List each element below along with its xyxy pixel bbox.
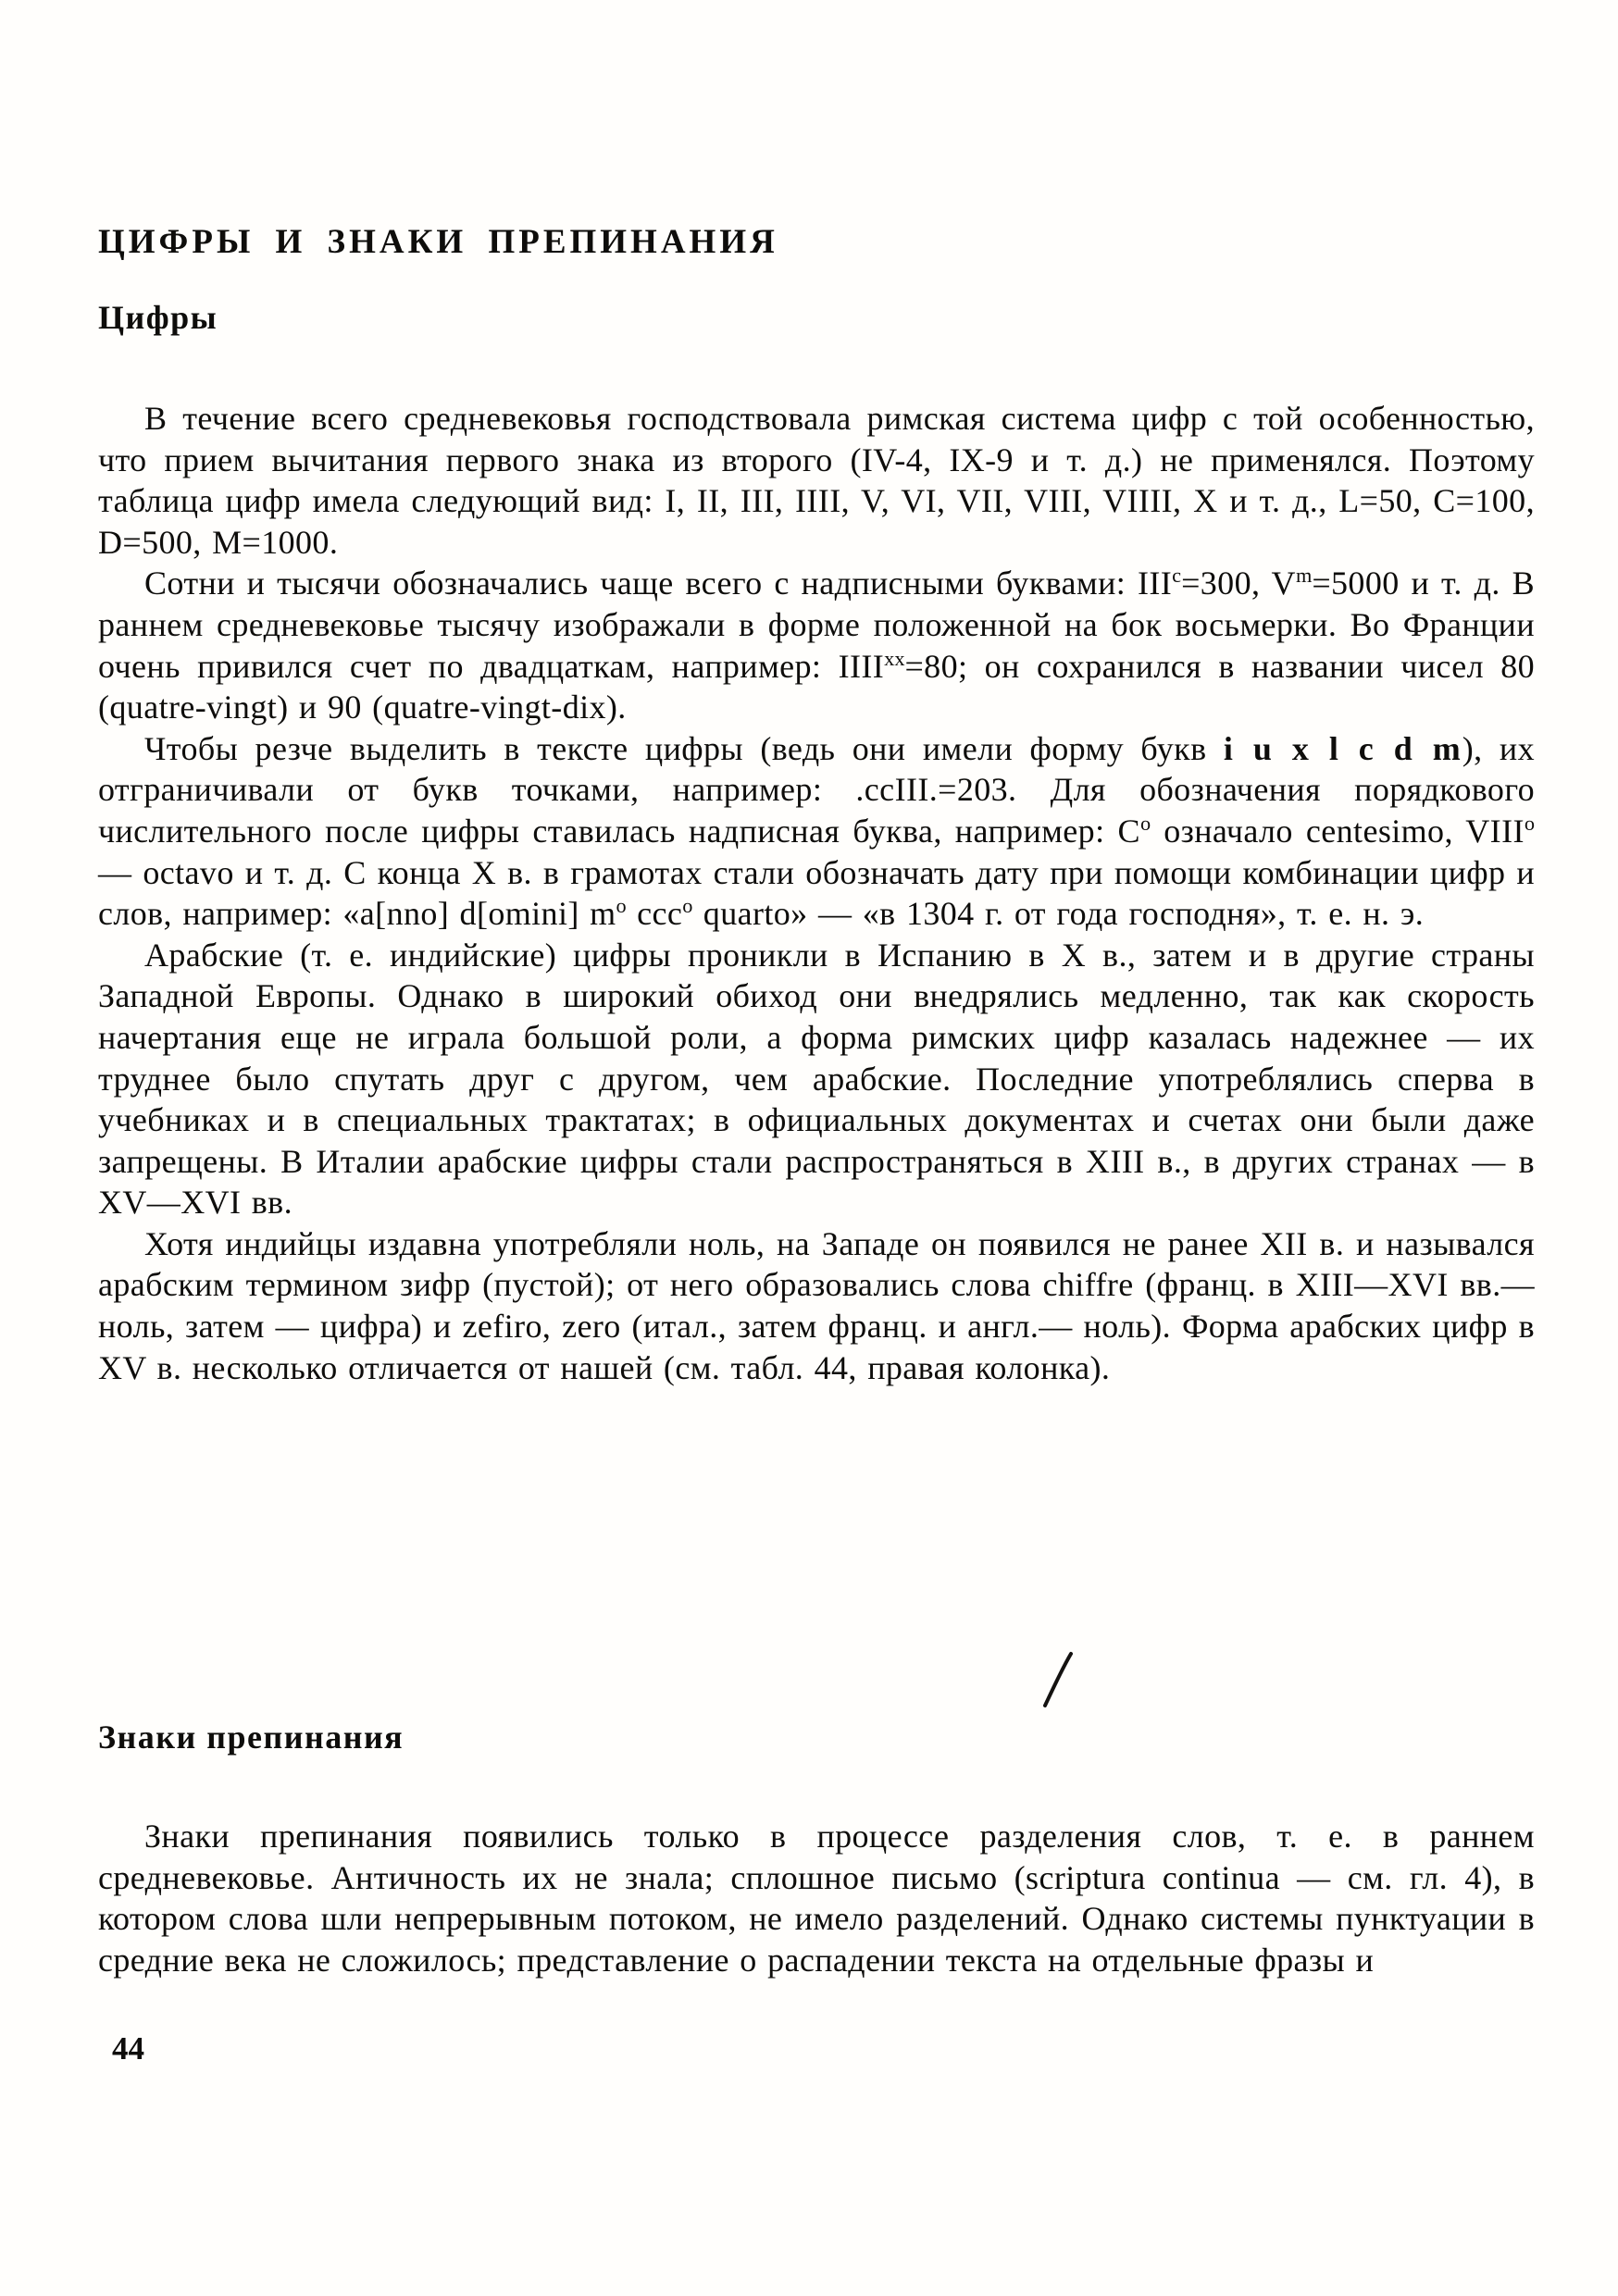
section-heading-punctuation: Знаки препинания <box>98 1719 404 1756</box>
paragraph: В течение всего средневековья господствовала римская система цифр с той особенностью, что прием вычитания первого знака из второго (IV-4, IX-9 и т. д.) не применялся. Поэтому таблица цифр имела следующий вид: I, II, III, IIII, V, VI, VII, VIII, VIIII, X и т. д., L=50, C=100, D=500, M=1000. <box>98 400 1535 561</box>
superscript-letter: m <box>1295 564 1313 588</box>
bold-run: i u x l c d m <box>1223 729 1462 767</box>
section-body-punctuation <box>98 1816 1535 1980</box>
superscript-letter: o <box>682 894 693 918</box>
paragraph: Знаки препинания появились только в процессе разделения слов, т. е. в раннем средневековье. Античность их не знала; сплошное письмо (scriptura continua — см. гл. 4), в котором слова шли непрерывным потоком, не имело разделений. Однако системы пунктуации в средние века не сложилось; представление о распадении текста на отдельные фразы и <box>98 1818 1535 1979</box>
superscript-letter: xx <box>884 646 905 670</box>
page-number: 44 <box>112 2030 144 2066</box>
section-body-numerals <box>98 398 1535 1388</box>
paragraph: Хотя индийцы издавна употребляли ноль, на Западе он появился не ранее XII в. и назывался арабским термином зифр (пустой); от него образовались слова chiffre (франц. в XIII—XVI вв.— ноль, затем — цифра) и zefiro, zero (итал., затем франц. и англ.— ноль). Форма арабских цифр в XV в. несколько отличается от нашей (см. табл. 44, правая колонка). <box>98 1224 1535 1386</box>
superscript-letter: o <box>1524 811 1535 835</box>
paragraph: Арабские (т. е. индийские) цифры проникли в Испанию в X в., затем и в другие страны Западной Европы. Однако в широкий обиход они внедрялись медленно, так как скорость начертания еще не играла большой роли, а форма римских цифр казалась надежнее — их труднее было спутать друг с другом, чем арабские. Последние употреблялись сперва в учебниках и в специальных трактатах; в официальных документах и счетах они были даже запрещены. В Италии арабские цифры стали распространяться в XIII в., в других странах — в XV—XVI вв. <box>98 936 1535 1222</box>
superscript-letter: c <box>1172 564 1182 588</box>
section-heading-numerals: Цифры <box>98 299 218 336</box>
paragraph: Сотни и тысячи обозначались чаще всего с надписными буквами: $III^c=300$, $V^m=5000$ и т. д. В раннем средневековье тысячу изображали в форме положенной на бок восьмерки. Во Франции очень привился счет по двадцаткам, например: $IIII^{xx}=80$; он сохранился в названии чисел 80 (quatre-vingt) и 90 (quatre-vingt-dix). <box>98 564 1535 726</box>
pen-mark-slash-icon <box>1039 1651 1077 1708</box>
superscript-letter: o <box>1139 811 1151 835</box>
paragraph: Чтобы резче выделить в тексте цифры (ведь они имели форму букв i u x l c d m), их отграничивали от букв точками, например: .ccIII.=203. Для обозначения порядкового числительного после цифры ставилась надписная буква, например: $C^o$ означало centesimo, VIII$^o$ — octavo и т. д. С конца X в. в грамотах стали обозначать дату при помощи комбинации цифр и слов, например: «a[nno] d[omini] $m^o$ ccc$^o$ quarto» — «в 1304 г. от года господня», т. е. н. э. <box>98 729 1536 933</box>
superscript-letter: o <box>616 894 627 918</box>
chapter-heading: ЦИФРЫ И ЗНАКИ ПРЕПИНАНИЯ <box>98 223 778 261</box>
